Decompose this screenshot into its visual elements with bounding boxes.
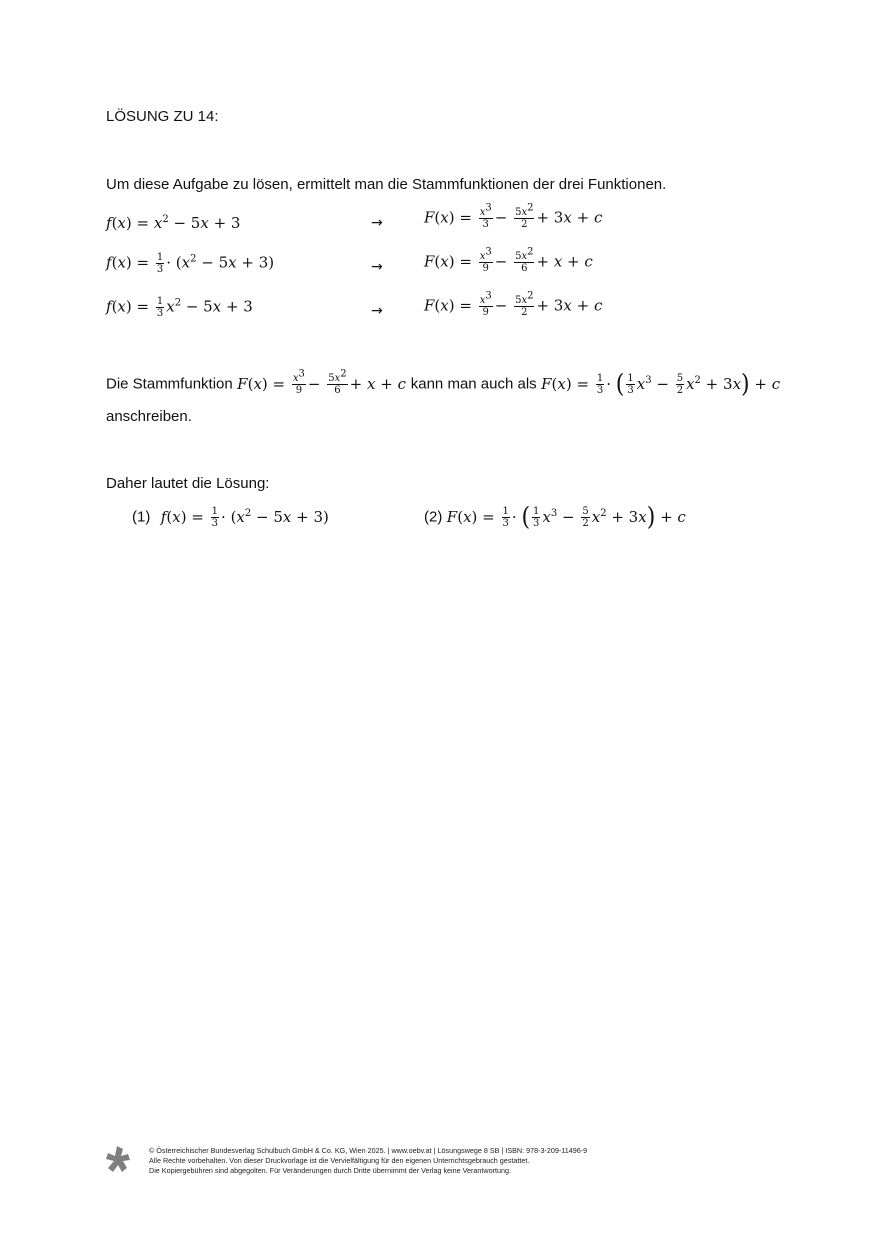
footer-line-3: Die Kopiergebühren sind abgegolten. Für Veränderungen durch Dritte übernimmt der Verlag keine Verantwortung. bbox=[149, 1166, 511, 1175]
answer-2: (2) F(x) = $\frac{1}{3}$ · ( $\frac{1}{3}$ $x^3$ − $\frac{5}{2}$ $x^2 + 3x) + c$ bbox=[424, 502, 686, 532]
conclusion-text: Daher lautet die Lösung: bbox=[106, 475, 270, 492]
function-3: f(x) = $\frac{1}{3}$ $x^2 - 5x + 3$ bbox=[106, 296, 253, 319]
paragraph-antiderivative: Die Stammfunktion F(x) = $\frac{x^3}{9}$ − $\frac{5x^2}{6}$ + x + c kann man auch als F(x) = $\frac{1}{3}$ · ( $\frac{1}{3}$ $x^3$ − $\frac{5}{2}$ $x^2 + 3x) + c$ bbox=[106, 368, 781, 399]
arrow-icon: → bbox=[371, 303, 383, 319]
answer-1: (1) f(x) = $\frac{1}{3}$ · $(x^2 - 5x + 3)$ bbox=[132, 506, 329, 529]
arrow-icon: → bbox=[371, 259, 383, 275]
footer-line-2: Alle Rechte vorbehalten. Von dieser Druckvorlage ist die Vervielfältigung für den eigenen Unterrichtsgebrauch gestattet. bbox=[149, 1156, 530, 1165]
answer-1-label: (1) bbox=[132, 508, 151, 526]
para-lead: Die Stammfunktion bbox=[106, 375, 233, 393]
page-title: LÖSUNG ZU 14: bbox=[106, 108, 219, 125]
arrow-icon: → bbox=[371, 215, 383, 231]
para-tail: anschreiben. bbox=[106, 408, 192, 425]
publisher-logo-icon bbox=[105, 1145, 135, 1175]
intro-text: Um diese Aufgabe zu lösen, ermittelt man die Stammfunktionen der drei Funktionen. bbox=[106, 176, 667, 193]
antiderivative-1: F(x) = $\frac{x^3}{3}$ − $\frac{5x^2}{2}$ + 3x + c bbox=[424, 202, 603, 230]
function-1: $f(x) = x^2 - 5x + 3$ bbox=[106, 214, 241, 232]
footer-line-1: © Österreichischer Bundesverlag Schulbuch GmbH & Co. KG, Wien 2025. | www.oebv.at | Lösungswege 8 SB | ISBN: 978-3-209-11496-9 bbox=[149, 1146, 588, 1155]
antiderivative-3: F(x) = $\frac{x^3}{9}$ − $\frac{5x^2}{2}$ + 3x + c bbox=[424, 290, 603, 318]
footer-copyright bbox=[149, 1146, 587, 1176]
function-2: f(x) = $\frac{1}{3}$ · $(x^2 - 5x + 3)$ bbox=[106, 252, 275, 275]
answer-2-label: (2) bbox=[424, 508, 443, 526]
antiderivative-2: F(x) = $\frac{x^3}{9}$ − $\frac{5x^2}{6}$ + x + c bbox=[424, 246, 593, 274]
para-mid: kann man auch als bbox=[410, 375, 537, 393]
